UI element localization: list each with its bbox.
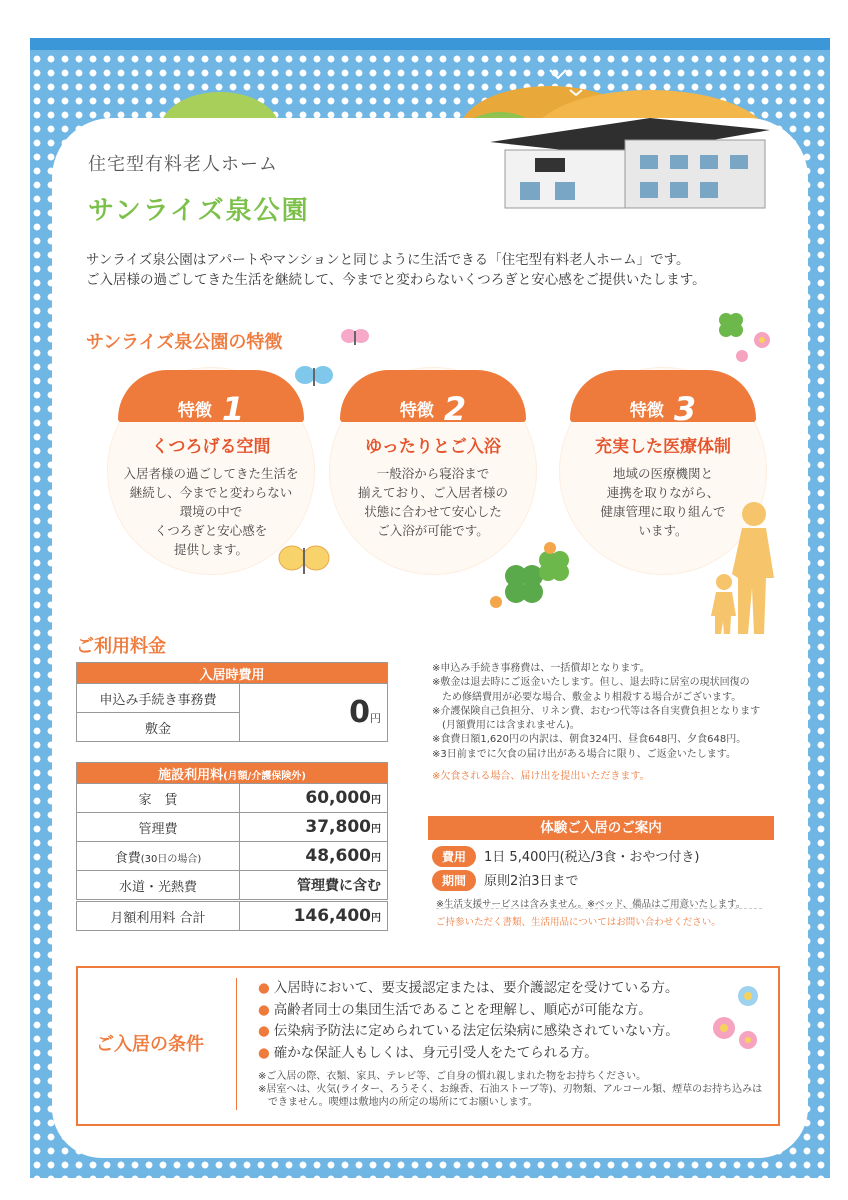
entry-fee-header: 入居時費用	[77, 663, 388, 684]
condition-text: 高齢者同士の集団生活であることを理解し、順応が可能な方。	[273, 1001, 652, 1018]
condition-note: できません。喫煙は敷地内の所定の場所にてお願いします。	[258, 1097, 538, 1108]
row-value-text: 管理費に含む	[297, 878, 381, 894]
condition-item	[258, 1000, 679, 1022]
feature-3-line: います。	[638, 523, 688, 538]
feature-1-line: 継続し、今までと変わらない	[129, 485, 293, 500]
entry-fee-value: 0	[349, 695, 370, 730]
trial-stay-header: 体験ご入居のご案内	[428, 816, 774, 840]
row-value-text: 60,000	[305, 788, 371, 808]
monthly-fee-row-label	[77, 813, 240, 842]
feature-1-label: 特徴	[177, 401, 212, 421]
row-unit: 円	[371, 795, 381, 806]
feature-3-label: 特徴	[629, 401, 664, 421]
row-value-text: 37,800	[305, 817, 371, 837]
clover-flowers-icon	[712, 308, 782, 368]
condition-text: 伝染病予防法に定められている法定伝染病に感染されていない方。	[273, 1023, 679, 1039]
feature-1-line: 環境の中で	[179, 504, 243, 519]
trial-period-label: 期間	[432, 870, 476, 891]
row-unit: 円	[371, 824, 381, 835]
trial-fee-value: 1日 5,400円(税込/3食・おやつ付き)	[484, 850, 700, 865]
fee-note: ※申込み手続き事務費は、一括償却となります。	[432, 663, 650, 674]
fee-note: ※介護保険自己負担分、リネン費、おむつ代等は各自実費負担となります	[432, 705, 761, 717]
monthly-fee-row-value	[240, 871, 388, 901]
feature-1-line: くつろぎと安心感を	[154, 523, 268, 538]
row-label-small: (30日の場合)	[140, 853, 202, 865]
top-bar	[30, 38, 830, 50]
row-unit: 円	[371, 913, 381, 924]
feature-1-line: 提供します。	[173, 542, 248, 557]
monthly-fee-total-value	[240, 901, 388, 931]
trial-note-highlight: ご持参いただく書類、生活用品についてはお問い合わせください。	[436, 917, 721, 928]
feature-2-line: 揃えており、ご入居者様の	[357, 485, 508, 500]
entry-fee-row-label: 敷金	[77, 713, 240, 742]
condition-item	[258, 978, 679, 1000]
feature-2-line: ご入浴が可能です。	[377, 523, 489, 538]
building-icon	[480, 100, 780, 215]
monthly-fee-row-value	[240, 784, 388, 813]
feature-3-number: 3	[673, 390, 697, 428]
feature-3-line: 地域の医療機関と	[612, 466, 713, 481]
bullet-icon: ●	[258, 1001, 270, 1018]
conditions-title: ご入居の条件	[96, 1034, 204, 1055]
bullet-icon: ●	[258, 1023, 270, 1039]
condition-item	[258, 1021, 679, 1043]
row-label-text: 食費	[114, 850, 141, 866]
trial-note: ※生活支援サービスは含みません。※ベッド、備品はご用意いたします。	[436, 899, 746, 910]
fees-title: ご利用料金	[76, 636, 166, 657]
entry-fee-table	[76, 662, 388, 742]
feature-1-ribbon	[118, 370, 304, 428]
feature-2-number: 2	[443, 390, 467, 428]
butterfly-icon-blue	[294, 362, 334, 392]
fee-note: (月額費用には含まれません)。	[432, 720, 580, 732]
flowers-icon	[708, 982, 768, 1062]
row-label-text: 管理費	[138, 821, 178, 837]
clover-leaves-icon	[486, 540, 576, 620]
row-label-text: 家 賃	[138, 792, 178, 808]
page-subtitle: 住宅型有料老人ホーム	[88, 154, 278, 175]
condition-text: 入居時において、要支援認定または、要介護認定を受けている方。	[273, 980, 679, 996]
butterfly-icon-yellow	[278, 540, 330, 584]
feature-1-title: くつろげる空間	[151, 437, 271, 457]
feature-2-line: 一般浴から寝浴まで	[376, 466, 490, 481]
fee-note: ※食費日額1,620円の内訳は、朝食324円、昼食648円、夕食648円。	[432, 734, 747, 746]
trial-fee-row	[432, 846, 699, 867]
monthly-fee-total-label	[77, 901, 240, 931]
fee-note: ※敷金は退去時にご返金いたします。但し、退去時に居室の現状回復の	[432, 677, 750, 689]
feature-2-line: 状態に合わせて安心した	[364, 504, 502, 519]
trial-period-value: 原則2泊3日まで	[484, 874, 579, 889]
condition-text: 確かな保証人もしくは、身元引受人をたてられる方。	[273, 1044, 598, 1061]
feature-1-number: 1	[221, 390, 245, 428]
fee-notes	[432, 662, 772, 784]
monthly-fee-header-small: (月額/介護保険外)	[223, 770, 306, 782]
feature-2-ribbon	[340, 370, 526, 428]
conditions-list	[258, 978, 679, 1064]
bullet-icon: ●	[258, 1044, 270, 1061]
row-unit: 円	[371, 853, 381, 864]
monthly-fee-header	[77, 763, 388, 784]
butterfly-icon	[340, 326, 370, 350]
intro-line-2: ご入居様の過ごしてきた生活を継続して、今までと変わらないくつろぎと安心感をご提供いたします。	[86, 272, 706, 288]
entry-fee-row-label: 申込み手続き事務費	[77, 684, 240, 713]
monthly-fee-header-text: 施設利用料	[158, 767, 224, 783]
conditions-divider	[236, 978, 237, 1110]
feature-3-ribbon	[570, 370, 756, 428]
monthly-fee-table	[76, 762, 388, 931]
condition-item	[258, 1043, 679, 1065]
facility-logo: サンライズ泉公園	[88, 196, 310, 226]
row-label-text: 水道・光熱費	[118, 879, 197, 895]
intro-line-1: サンライズ泉公園はアパートやマンションと同じように生活できる「住宅型有料老人ホーム」です。	[86, 252, 690, 268]
feature-3-line: 連携を取りながら、	[606, 485, 720, 500]
bullet-icon: ●	[258, 980, 270, 996]
condition-note: ※居室へは、火気(ライター、ろうそく、お線香、石油ストーブ等)、刃物類、アルコール類、煙草のお持ち込みは	[258, 1084, 763, 1095]
trial-period-row	[432, 870, 579, 891]
monthly-fee-row-label	[77, 842, 240, 871]
parent-child-silhouette-icon	[708, 498, 788, 638]
feature-2-title: ゆったりとご入浴	[365, 437, 501, 457]
feature-1-line: 入居者様の過ごしてきた生活を	[123, 466, 299, 481]
trial-fee-label: 費用	[432, 846, 476, 867]
monthly-fee-row-value	[240, 842, 388, 871]
monthly-fee-row-label	[77, 784, 240, 813]
row-value-text: 146,400	[293, 906, 371, 926]
bird-icon	[550, 70, 566, 78]
fee-note: ため修繕費用が必要な場合、敷金より相殺する場合がございます。	[432, 691, 742, 703]
fee-note: ※3日前までに欠食の届け出がある場合に限り、ご返金いたします。	[432, 748, 736, 760]
row-label-text: 月額利用料 合計	[110, 910, 206, 926]
conditions-notes	[258, 1070, 762, 1109]
row-value-text: 48,600	[305, 846, 371, 866]
monthly-fee-row-value	[240, 813, 388, 842]
condition-note: ※ご入居の際、衣類、家具、テレビ等、ご自身の慣れ親しまれた物をお持ちください。	[258, 1071, 647, 1082]
monthly-fee-row-label	[77, 871, 240, 901]
feature-3-line: 健康管理に取り組んで	[600, 504, 726, 519]
feature-2-label: 特徴	[399, 401, 434, 421]
trial-divider	[436, 908, 762, 909]
entry-fee-unit: 円	[370, 712, 381, 725]
features-title: サンライズ泉公園の特徴	[86, 332, 283, 353]
feature-2-body	[330, 464, 536, 540]
entry-fee-value-cell	[240, 684, 388, 742]
fee-note-highlight: ※欠食される場合、届け出を提出いただきます。	[432, 771, 650, 783]
feature-3-title: 充実した医療体制	[595, 437, 731, 457]
